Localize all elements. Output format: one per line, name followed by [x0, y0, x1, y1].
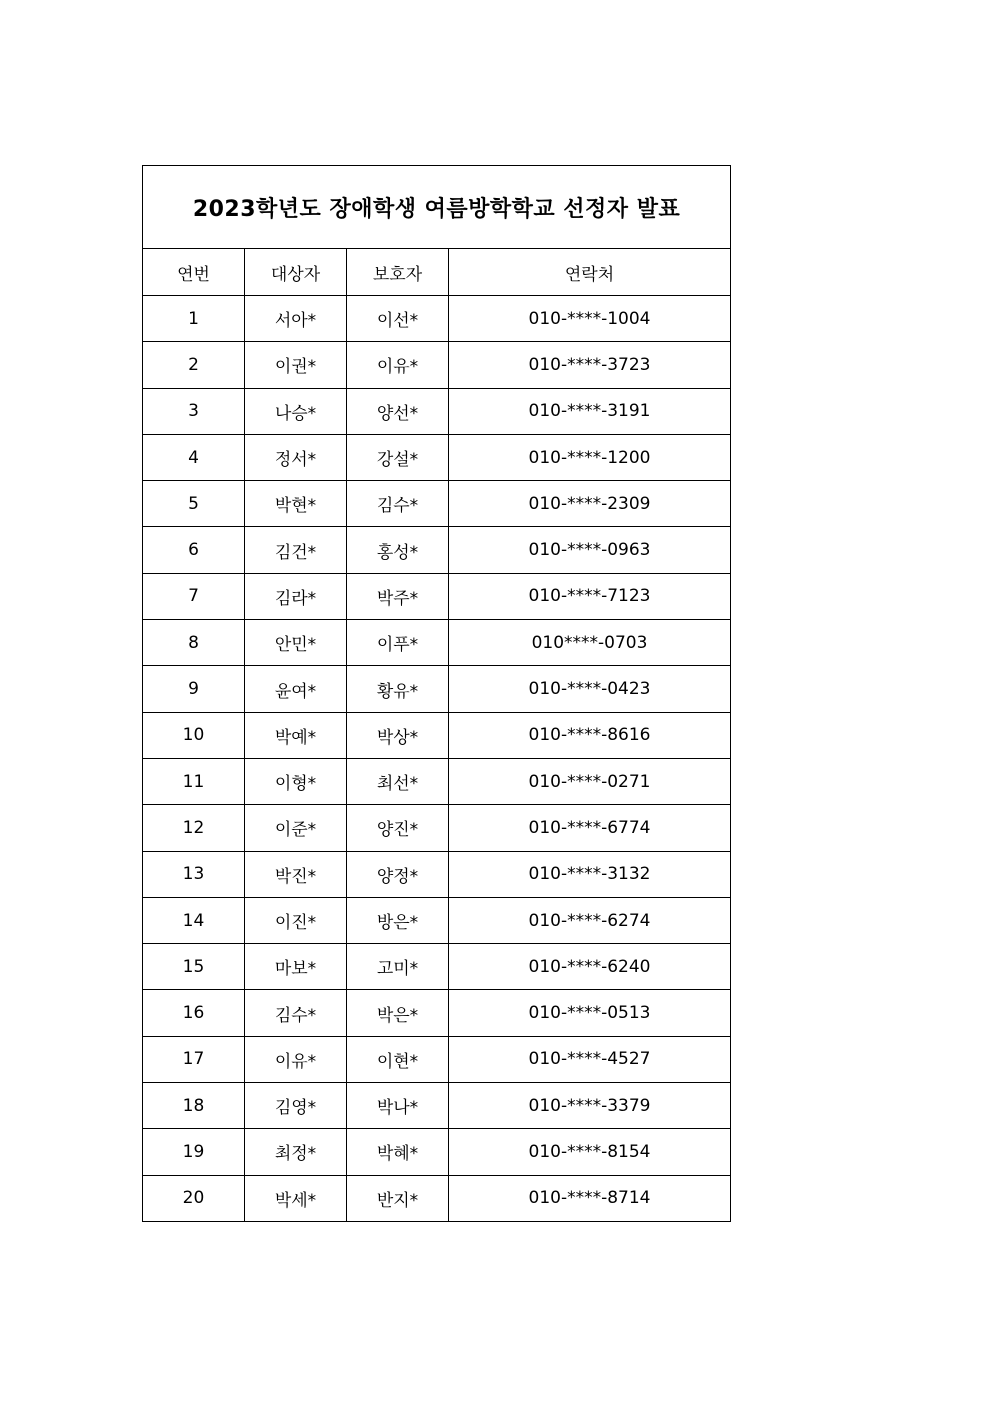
target-name: 윤여*	[245, 666, 347, 712]
table-row	[143, 1175, 731, 1221]
row-number: 14	[143, 897, 245, 943]
title-row	[143, 166, 731, 249]
target-name: 박현*	[245, 481, 347, 527]
selection-table	[142, 165, 731, 1222]
row-number: 1	[143, 296, 245, 342]
row-number: 6	[143, 527, 245, 573]
row-number: 9	[143, 666, 245, 712]
target-name: 박세*	[245, 1175, 347, 1221]
target-name: 김라*	[245, 573, 347, 619]
table-row	[143, 990, 731, 1036]
contact-number: 010-****-0271	[449, 758, 731, 804]
contact-number: 010-****-0963	[449, 527, 731, 573]
guardian-name: 박은*	[347, 990, 449, 1036]
guardian-name: 이선*	[347, 296, 449, 342]
row-number: 17	[143, 1036, 245, 1082]
target-name: 마보*	[245, 944, 347, 990]
row-number: 5	[143, 481, 245, 527]
target-name: 나승*	[245, 388, 347, 434]
table-row	[143, 388, 731, 434]
contact-number: 010-****-8154	[449, 1129, 731, 1175]
row-number: 2	[143, 342, 245, 388]
guardian-name: 양선*	[347, 388, 449, 434]
guardian-name: 박주*	[347, 573, 449, 619]
table-row	[143, 342, 731, 388]
contact-number: 010-****-3379	[449, 1083, 731, 1129]
guardian-name: 홍성*	[347, 527, 449, 573]
target-name: 김건*	[245, 527, 347, 573]
contact-number: 010-****-3191	[449, 388, 731, 434]
contact-number: 010-****-6774	[449, 805, 731, 851]
row-number: 19	[143, 1129, 245, 1175]
contact-number: 010-****-3132	[449, 851, 731, 897]
guardian-name: 박나*	[347, 1083, 449, 1129]
contact-number: 010-****-7123	[449, 573, 731, 619]
contact-number: 010-****-4527	[449, 1036, 731, 1082]
header-guardian: 보호자	[347, 249, 449, 296]
row-number: 20	[143, 1175, 245, 1221]
table-row	[143, 1036, 731, 1082]
guardian-name: 양정*	[347, 851, 449, 897]
guardian-name: 고미*	[347, 944, 449, 990]
target-name: 김영*	[245, 1083, 347, 1129]
contact-number: 010-****-1004	[449, 296, 731, 342]
table-row	[143, 805, 731, 851]
guardian-name: 반지*	[347, 1175, 449, 1221]
target-name: 서아*	[245, 296, 347, 342]
table-row	[143, 527, 731, 573]
row-number: 11	[143, 758, 245, 804]
contact-number: 010****-0703	[449, 620, 731, 666]
contact-number: 010-****-1200	[449, 434, 731, 480]
row-number: 15	[143, 944, 245, 990]
guardian-name: 강설*	[347, 434, 449, 480]
guardian-name: 박혜*	[347, 1129, 449, 1175]
row-number: 4	[143, 434, 245, 480]
contact-number: 010-****-3723	[449, 342, 731, 388]
row-number: 13	[143, 851, 245, 897]
row-number: 16	[143, 990, 245, 1036]
table-row	[143, 944, 731, 990]
target-name: 이준*	[245, 805, 347, 851]
guardian-name: 이유*	[347, 342, 449, 388]
target-name: 이형*	[245, 758, 347, 804]
header-target: 대상자	[245, 249, 347, 296]
header-contact: 연락처	[449, 249, 731, 296]
table-row	[143, 712, 731, 758]
contact-number: 010-****-2309	[449, 481, 731, 527]
guardian-name: 방은*	[347, 897, 449, 943]
guardian-name: 이푸*	[347, 620, 449, 666]
table-row	[143, 573, 731, 619]
target-name: 안민*	[245, 620, 347, 666]
guardian-name: 박상*	[347, 712, 449, 758]
target-name: 정서*	[245, 434, 347, 480]
contact-number: 010-****-8616	[449, 712, 731, 758]
target-name: 이진*	[245, 897, 347, 943]
header-row	[143, 249, 731, 296]
row-number: 8	[143, 620, 245, 666]
contact-number: 010-****-6240	[449, 944, 731, 990]
table-row	[143, 758, 731, 804]
target-name: 김수*	[245, 990, 347, 1036]
table-row	[143, 296, 731, 342]
table-row	[143, 666, 731, 712]
target-name: 박예*	[245, 712, 347, 758]
target-name: 이유*	[245, 1036, 347, 1082]
document-title: 2023학년도 장애학생 여름방학학교 선정자 발표	[143, 166, 731, 249]
guardian-name: 최선*	[347, 758, 449, 804]
guardian-name: 이현*	[347, 1036, 449, 1082]
table-body	[143, 296, 731, 1222]
header-no: 연번	[143, 249, 245, 296]
guardian-name: 양진*	[347, 805, 449, 851]
table-row	[143, 620, 731, 666]
row-number: 18	[143, 1083, 245, 1129]
table-row	[143, 897, 731, 943]
target-name: 이권*	[245, 342, 347, 388]
row-number: 7	[143, 573, 245, 619]
target-name: 박진*	[245, 851, 347, 897]
table-row	[143, 434, 731, 480]
table-row	[143, 851, 731, 897]
guardian-name: 황유*	[347, 666, 449, 712]
row-number: 3	[143, 388, 245, 434]
contact-number: 010-****-8714	[449, 1175, 731, 1221]
target-name: 최정*	[245, 1129, 347, 1175]
guardian-name: 김수*	[347, 481, 449, 527]
contact-number: 010-****-0423	[449, 666, 731, 712]
contact-number: 010-****-0513	[449, 990, 731, 1036]
row-number: 12	[143, 805, 245, 851]
row-number: 10	[143, 712, 245, 758]
table-row	[143, 1083, 731, 1129]
contact-number: 010-****-6274	[449, 897, 731, 943]
table-row	[143, 1129, 731, 1175]
table-row	[143, 481, 731, 527]
